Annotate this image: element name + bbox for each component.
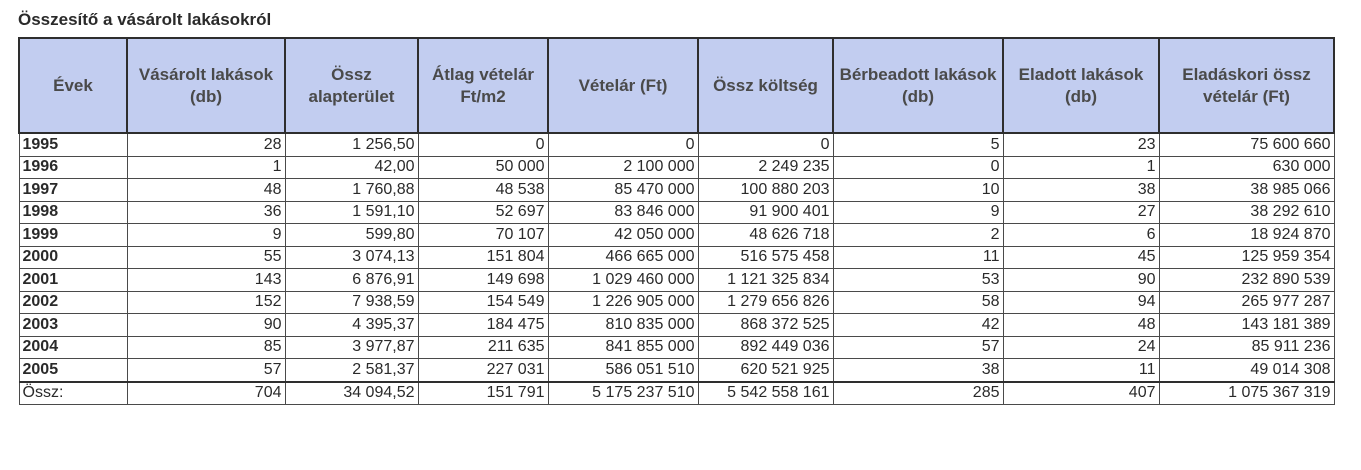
cell-year: 1996 <box>19 156 127 179</box>
cell-sold: 48 <box>1003 314 1159 337</box>
column-header-price: Vételár (Ft) <box>548 38 698 133</box>
cell-total-cost: 1 279 656 826 <box>698 291 833 314</box>
total-cell-price: 5 175 237 510 <box>548 382 698 405</box>
header-row <box>19 38 1334 133</box>
cell-sale-total: 630 000 <box>1159 156 1334 179</box>
cell-price: 1 226 905 000 <box>548 291 698 314</box>
cell-total-area: 6 876,91 <box>285 269 418 292</box>
column-header-avg-price: Átlag vételár Ft/m2 <box>418 38 548 133</box>
cell-sold: 1 <box>1003 156 1159 179</box>
cell-total-cost: 868 372 525 <box>698 314 833 337</box>
cell-purchased: 1 <box>127 156 285 179</box>
cell-purchased: 28 <box>127 133 285 156</box>
table-row <box>19 336 1334 359</box>
cell-year: 1995 <box>19 133 127 156</box>
cell-total-area: 7 938,59 <box>285 291 418 314</box>
cell-sale-total: 38 292 610 <box>1159 201 1334 224</box>
total-cell-sale-total: 1 075 367 319 <box>1159 382 1334 405</box>
cell-purchased: 85 <box>127 336 285 359</box>
cell-rented: 57 <box>833 336 1003 359</box>
column-header-rented: Bérbeadott lakások (db) <box>833 38 1003 133</box>
cell-purchased: 90 <box>127 314 285 337</box>
cell-total-cost: 620 521 925 <box>698 359 833 382</box>
cell-year: 2005 <box>19 359 127 382</box>
cell-sale-total: 85 911 236 <box>1159 336 1334 359</box>
cell-avg-price: 154 549 <box>418 291 548 314</box>
table-row <box>19 156 1334 179</box>
cell-rented: 53 <box>833 269 1003 292</box>
cell-total-cost: 100 880 203 <box>698 179 833 202</box>
cell-total-cost: 1 121 325 834 <box>698 269 833 292</box>
cell-year: 1998 <box>19 201 127 224</box>
cell-sale-total: 38 985 066 <box>1159 179 1334 202</box>
cell-purchased: 152 <box>127 291 285 314</box>
cell-total-area: 42,00 <box>285 156 418 179</box>
total-row <box>19 382 1334 405</box>
cell-rented: 0 <box>833 156 1003 179</box>
cell-total-area: 1 256,50 <box>285 133 418 156</box>
total-cell-total-cost: 5 542 558 161 <box>698 382 833 405</box>
table-row <box>19 224 1334 247</box>
total-cell-rented: 285 <box>833 382 1003 405</box>
cell-total-area: 2 581,37 <box>285 359 418 382</box>
cell-total-area: 1 760,88 <box>285 179 418 202</box>
cell-sale-total: 18 924 870 <box>1159 224 1334 247</box>
cell-total-area: 3 977,87 <box>285 336 418 359</box>
table-row <box>19 179 1334 202</box>
cell-total-area: 4 395,37 <box>285 314 418 337</box>
cell-purchased: 143 <box>127 269 285 292</box>
table-row <box>19 269 1334 292</box>
cell-sold: 23 <box>1003 133 1159 156</box>
column-header-sale-total: Eladáskori össz vételár (Ft) <box>1159 38 1334 133</box>
cell-year: 2000 <box>19 246 127 269</box>
table-row <box>19 359 1334 382</box>
cell-avg-price: 70 107 <box>418 224 548 247</box>
column-header-total-area: Össz alapterület <box>285 38 418 133</box>
cell-rented: 9 <box>833 201 1003 224</box>
cell-year: 2002 <box>19 291 127 314</box>
cell-rented: 38 <box>833 359 1003 382</box>
table-row <box>19 201 1334 224</box>
cell-sale-total: 143 181 389 <box>1159 314 1334 337</box>
cell-rented: 2 <box>833 224 1003 247</box>
cell-sale-total: 75 600 660 <box>1159 133 1334 156</box>
cell-total-area: 599,80 <box>285 224 418 247</box>
cell-avg-price: 52 697 <box>418 201 548 224</box>
cell-total-cost: 91 900 401 <box>698 201 833 224</box>
column-header-purchased: Vásárolt lakások (db) <box>127 38 285 133</box>
cell-total-cost: 2 249 235 <box>698 156 833 179</box>
cell-sold: 90 <box>1003 269 1159 292</box>
cell-sale-total: 125 959 354 <box>1159 246 1334 269</box>
cell-rented: 58 <box>833 291 1003 314</box>
cell-sale-total: 265 977 287 <box>1159 291 1334 314</box>
page-title: Összesítő a vásárolt lakásokról <box>18 10 272 29</box>
cell-avg-price: 184 475 <box>418 314 548 337</box>
cell-rented: 10 <box>833 179 1003 202</box>
cell-year: 1997 <box>19 179 127 202</box>
cell-price: 810 835 000 <box>548 314 698 337</box>
total-cell-purchased: 704 <box>127 382 285 405</box>
cell-total-cost: 48 626 718 <box>698 224 833 247</box>
cell-purchased: 48 <box>127 179 285 202</box>
cell-price: 83 846 000 <box>548 201 698 224</box>
cell-year: 2001 <box>19 269 127 292</box>
cell-avg-price: 227 031 <box>418 359 548 382</box>
column-header-sold: Eladott lakások (db) <box>1003 38 1159 133</box>
cell-price: 1 029 460 000 <box>548 269 698 292</box>
cell-sold: 11 <box>1003 359 1159 382</box>
cell-total-cost: 0 <box>698 133 833 156</box>
cell-rented: 11 <box>833 246 1003 269</box>
total-cell-avg-price: 151 791 <box>418 382 548 405</box>
cell-avg-price: 0 <box>418 133 548 156</box>
cell-avg-price: 50 000 <box>418 156 548 179</box>
cell-purchased: 57 <box>127 359 285 382</box>
cell-sold: 38 <box>1003 179 1159 202</box>
cell-avg-price: 211 635 <box>418 336 548 359</box>
cell-price: 42 050 000 <box>548 224 698 247</box>
cell-total-cost: 516 575 458 <box>698 246 833 269</box>
cell-avg-price: 151 804 <box>418 246 548 269</box>
cell-rented: 5 <box>833 133 1003 156</box>
table-row <box>19 246 1334 269</box>
cell-price: 85 470 000 <box>548 179 698 202</box>
cell-sold: 6 <box>1003 224 1159 247</box>
cell-year: 2003 <box>19 314 127 337</box>
cell-year: 1999 <box>19 224 127 247</box>
column-header-total-cost: Össz költség <box>698 38 833 133</box>
total-cell-sold: 407 <box>1003 382 1159 405</box>
table-row <box>19 133 1334 156</box>
column-header-years: Évek <box>19 38 127 133</box>
cell-purchased: 9 <box>127 224 285 247</box>
cell-rented: 42 <box>833 314 1003 337</box>
cell-price: 586 051 510 <box>548 359 698 382</box>
cell-sold: 24 <box>1003 336 1159 359</box>
table-row <box>19 314 1334 337</box>
total-cell-year: Össz: <box>19 382 127 405</box>
table-row <box>19 291 1334 314</box>
cell-price: 0 <box>548 133 698 156</box>
cell-purchased: 36 <box>127 201 285 224</box>
cell-avg-price: 149 698 <box>418 269 548 292</box>
cell-price: 466 665 000 <box>548 246 698 269</box>
cell-total-area: 3 074,13 <box>285 246 418 269</box>
cell-sold: 27 <box>1003 201 1159 224</box>
cell-sold: 94 <box>1003 291 1159 314</box>
cell-sold: 45 <box>1003 246 1159 269</box>
cell-price: 841 855 000 <box>548 336 698 359</box>
cell-year: 2004 <box>19 336 127 359</box>
cell-total-cost: 892 449 036 <box>698 336 833 359</box>
cell-purchased: 55 <box>127 246 285 269</box>
cell-sale-total: 49 014 308 <box>1159 359 1334 382</box>
cell-price: 2 100 000 <box>548 156 698 179</box>
cell-sale-total: 232 890 539 <box>1159 269 1334 292</box>
cell-avg-price: 48 538 <box>418 179 548 202</box>
summary-table <box>18 37 1335 405</box>
cell-total-area: 1 591,10 <box>285 201 418 224</box>
total-cell-total-area: 34 094,52 <box>285 382 418 405</box>
